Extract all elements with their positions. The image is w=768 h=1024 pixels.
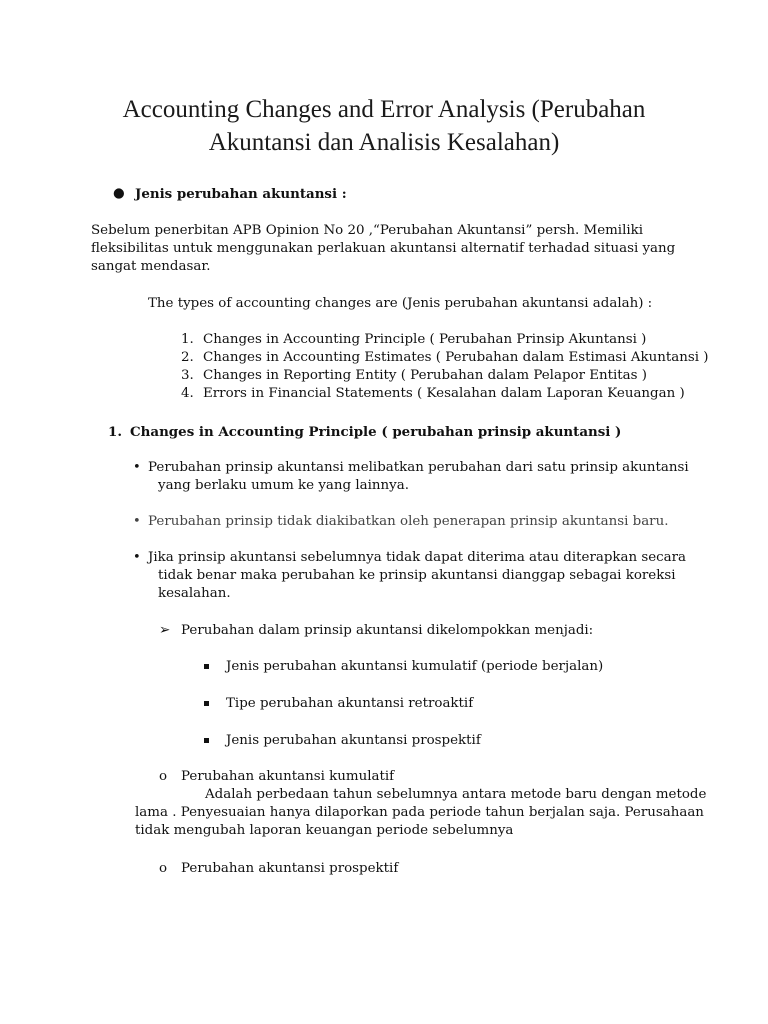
types-intro: The types of accounting changes are (Jenis perubahan akuntansi adalah) : [148, 296, 653, 311]
list-item-number: 4. [181, 386, 194, 401]
square-bullet [204, 701, 209, 706]
kumulatif-line-2: lama . Penyesuaian hanya dilaporkan pada periode tahun berjalan saja. Perusahaan [135, 805, 704, 820]
circle-bullet: o [159, 861, 168, 876]
list-item-number: 3. [181, 368, 194, 383]
list-item-number: 2. [181, 350, 194, 365]
intro-line-2: fleksibilitas untuk menggunakan perlakuan akuntansi alternatif terhadad situasi yang [91, 241, 676, 256]
section-1-number: 1. [108, 424, 122, 440]
kumulatif-line-3: tidak mengubah laporan keuangan periode sebelumnya [135, 823, 514, 838]
kumulatif-heading: Perubahan akuntansi kumulatif [181, 769, 395, 784]
list-item: Changes in Reporting Entity ( Perubahan dalam Pelapor Entitas ) [203, 368, 648, 383]
kumulatif-line-1: Adalah perbedaan tahun sebelumnya antara metode baru dengan metode [205, 787, 707, 802]
point-3-line-3: kesalahan. [158, 586, 231, 601]
bullet-dot: • [133, 550, 141, 565]
bullet-dot: ● [113, 186, 125, 201]
bullet-dot: • [133, 460, 141, 475]
group-item: Jenis perubahan akuntansi prospektif [226, 733, 481, 748]
point-1-line-1: Perubahan prinsip akuntansi melibatkan perubahan dari satu prinsip akuntansi [148, 460, 689, 475]
square-bullet [204, 738, 209, 743]
group-item: Tipe perubahan akuntansi retroaktif [226, 696, 474, 711]
point-2-line-1: Perubahan prinsip tidak diakibatkan oleh penerapan prinsip akuntansi baru. [148, 514, 669, 529]
section-1-heading: Changes in Accounting Principle ( perubahan prinsip akuntansi ) [130, 424, 622, 440]
arrow-bullet-icon: ➢ [159, 623, 171, 638]
section-jenis-heading: Jenis perubahan akuntansi : [135, 186, 347, 202]
document-title [0, 93, 768, 159]
prospektif-heading: Perubahan akuntansi prospektif [181, 861, 399, 876]
point-3-line-1: Jika prinsip akuntansi sebelumnya tidak dapat diterima atau diterapkan secara [148, 550, 687, 565]
group-item: Jenis perubahan akuntansi kumulatif (periode berjalan) [226, 659, 604, 674]
list-item: Errors in Financial Statements ( Kesalahan dalam Laporan Keuangan ) [203, 386, 685, 401]
list-item: Changes in Accounting Principle ( Perubahan Prinsip Akuntansi ) [203, 332, 647, 347]
intro-line-1: Sebelum penerbitan APB Opinion No 20 ,“Perubahan Akuntansi” persh. Memiliki [91, 223, 644, 238]
circle-bullet: o [159, 769, 168, 784]
list-item-number: 1. [181, 332, 194, 347]
list-item: Changes in Accounting Estimates ( Perubahan dalam Estimasi Akuntansi ) [203, 350, 709, 365]
point-1-line-2: yang berlaku umum ke yang lainnya. [158, 478, 409, 493]
grouping-text: Perubahan dalam prinsip akuntansi dikelompokkan menjadi: [181, 623, 594, 638]
intro-line-3: sangat mendasar. [91, 259, 211, 274]
title-line-2: Akuntansi dan Analisis Kesalahan) [208, 129, 560, 156]
point-3-line-2: tidak benar maka perubahan ke prinsip akuntansi dianggap sebagai koreksi [158, 568, 676, 583]
title-line-1: Accounting Changes and Error Analysis (Perubahan [122, 96, 646, 123]
square-bullet [204, 664, 209, 669]
bullet-dot: • [133, 514, 141, 529]
